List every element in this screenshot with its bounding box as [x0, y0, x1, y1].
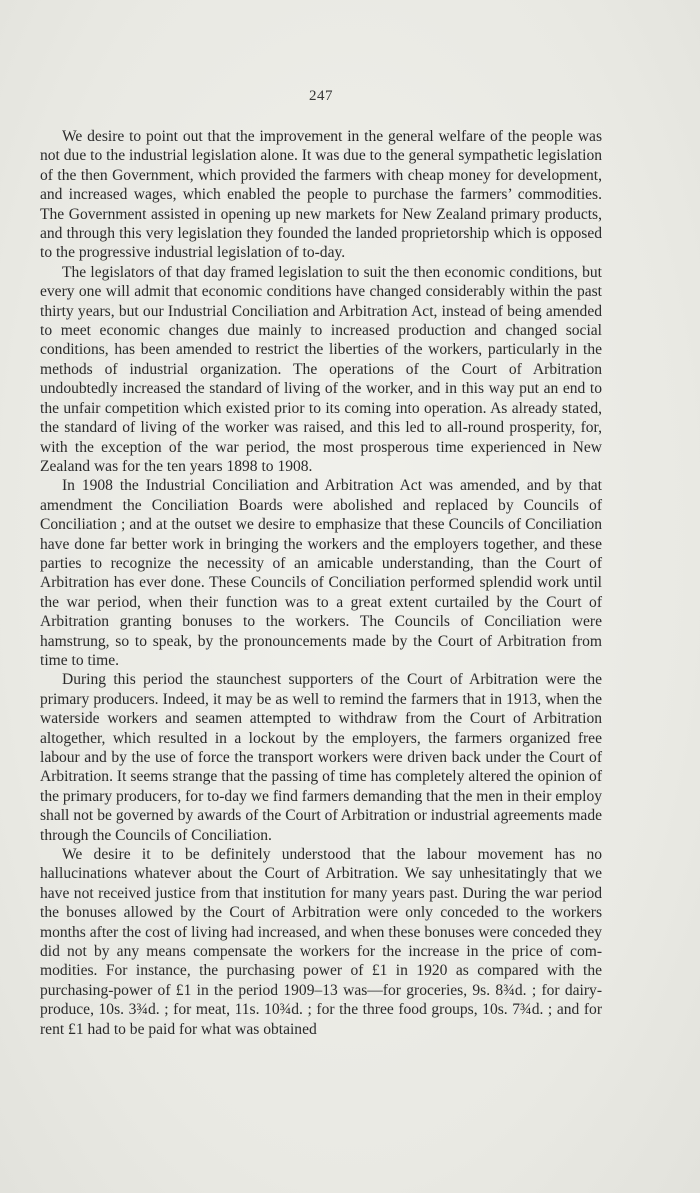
paragraph-3: In 1908 the Industrial Conciliation and Arbitration Act was amended, and by that amendment the Conciliation Boards were abolished and replaced by Councils of Conciliation ; and at the outset we desire to emphasize that these Councils of Conciliation have done far better work in bringing the workers and the employers together, and these parties to recognize the necessity of an amicable understanding, than the Court of Arbitration has ever done. These Councils of Conciliation performed splendid work until the war period, when their function was to a great extent curtailed by the Court of Arbitration granting bonuses to the workers. The Councils of Conciliation were hamstrung, so to speak, by the pronouncements made by the Court of Arbitration from time to time. — [40, 477, 602, 669]
paragraph-4: During this period the staunchest supporters of the Court of Arbitration were the primary producers. Indeed, it may be as well to remind the farmers that in 1913, when the waterside workers and seamen attempted to withdraw from the Court of Arbitration altogether, which resulted in a lockout by the employers, the farmers organized free labour and by the use of force the transport workers were driven back under the Court of Arbitration. It seems strange that the passing of time has completely altered the opinion of the primary producers, for to-day we find farmers demanding that the men in their employ shall not be governed by awards of the Court of Arbitration or industrial agreements made through the Councils of Conciliation. — [40, 671, 602, 844]
paragraph-1: We desire to point out that the improvement in the general welfare of the people was not due to the industrial legislation alone. It was due to the general sympathetic legislation of the then Government, which provided the farmers with cheap money for development, and increased wages, which enabled the people to purchase the farmers’ commodities. The Government assisted in opening up new markets for New Zealand primary products, and through this very legislation they founded the landed proprietorship which is opposed to the progressive industrial legislation of to-day. — [40, 128, 602, 262]
document-page — [40, 88, 602, 1039]
page-number: 247 — [309, 88, 333, 104]
paragraph-2: The legislators of that day framed legislation to suit the then economic conditions, but every one will admit that economic conditions have changed considerably within the past thirty years, but our Industrial Conciliation and Arbitration Act, instead of being amended to meet economic changes due mainly to increased production and changed social conditions, has been amended to restrict the liberties of the workers, particularly in the methods of industrial organization. The operations of the Court of Arbitration undoubtedly increased the standard of living of the worker, and in this way put an end to the unfair competition which existed prior to its coming into operation. As already stated, the standard of living of the worker was raised, and this led to all-round prosperity, for, with the exception of the war period, the most prosperous time experienced in New Zealand was for the ten years 1898 to 1908. — [40, 263, 602, 475]
paragraph-5: We desire it to be definitely understood that the labour movement has no hallucinations whatever about the Court of Arbitration. We say unhesitatingly that we have not received justice from that institution for many years past. During the war period the bonuses allowed by the Court of Arbitration were only conceded to the workers months after the cost of living had increased, and when these bonuses were conceded they did not by any means compensate the workers for the increase in the price of commodities. For instance, the purchasing power of £1 in 1920 as compared with the purchasing-power of £1 in the period 1909–13 was—for groceries, 9s. 8¾d. ; for dairy-produce, 10s. 3¾d. ; for meat, 11s. 10¾d. ; for the three food groups, 10s. 7¾d. ; and for rent £1 had to be paid for what was obtained — [40, 846, 602, 1038]
